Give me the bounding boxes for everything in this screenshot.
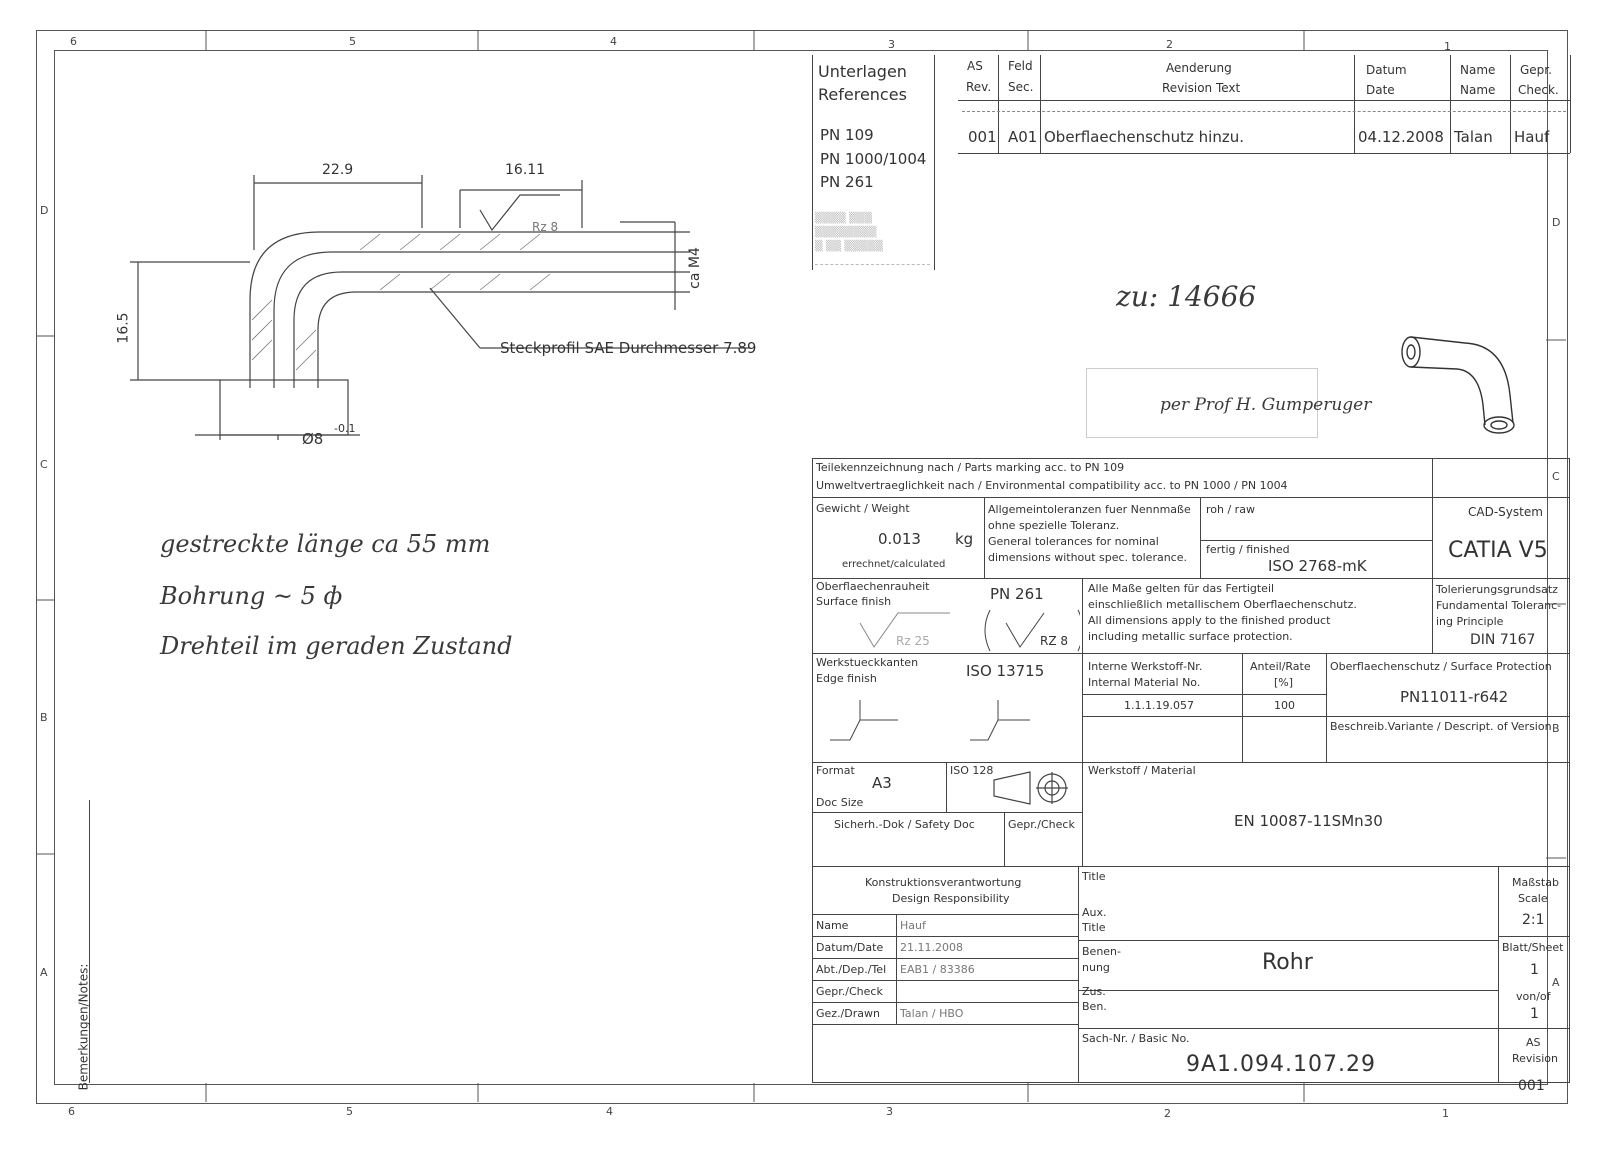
- dimension-22-9: 22.9: [322, 162, 354, 178]
- sheet-label: Blatt/Sheet: [1502, 941, 1564, 954]
- scale-label: Maßstab: [1512, 876, 1559, 889]
- basic-no-value: 9A1.094.107.29: [1186, 1052, 1376, 1077]
- dimension-dia-8: Ø8: [302, 430, 324, 448]
- tolprin-label: Fundamental Toleranc-: [1436, 599, 1562, 612]
- tb-rule: [1498, 936, 1570, 937]
- responsibility-en: Design Responsibility: [892, 892, 1010, 905]
- raw-label: roh / raw: [1206, 503, 1255, 516]
- doc-size-label: Doc Size: [816, 796, 864, 809]
- rev-cell-date: 04.12.2008: [1358, 128, 1444, 146]
- steckprofil-label: Steckprofil SAE Durchmesser 7.89: [500, 339, 757, 357]
- descript-version-label: Beschreib.Variante / Descript. of Version: [1330, 720, 1552, 733]
- iso128-label: ISO 128: [950, 764, 994, 777]
- rev-header: AS: [967, 59, 983, 73]
- additional-designation-label: Ben.: [1082, 1000, 1107, 1013]
- date-value: 21.11.2008: [900, 941, 963, 954]
- responsibility-de: Konstruktionsverantwortung: [865, 876, 1022, 889]
- date-label: Datum/Date: [816, 941, 884, 954]
- tolprin-label: Tolerierungsgrundsatz: [1436, 583, 1558, 596]
- projection-symbol: [990, 770, 1080, 810]
- surface-rz25: Rz 25: [896, 634, 930, 648]
- tb-rule: [812, 812, 1082, 813]
- scale-label: Scale: [1518, 892, 1548, 905]
- rev-col: [998, 55, 999, 153]
- zone-label: 4: [606, 1105, 613, 1118]
- rev-header: Rev.: [966, 80, 992, 94]
- surface-protection-label: Oberflaechenschutz / Surface Protection: [1330, 660, 1552, 673]
- tb-rule: [1078, 940, 1498, 941]
- zone-label: 5: [346, 1105, 353, 1118]
- surface-rz8-label: Rz 8: [532, 220, 559, 234]
- rev-header: Sec.: [1008, 80, 1034, 94]
- tolerance-text: dimensions without spec. tolerance.: [988, 551, 1187, 564]
- handwritten-stamp-signature: per Prof H. Gumperuger: [1160, 395, 1372, 415]
- revision-label: Revision: [1512, 1052, 1558, 1065]
- material-no-label: Internal Material No.: [1088, 676, 1201, 689]
- surface-rz8: RZ 8: [1040, 634, 1069, 648]
- weight-calc: errechnet/calculated: [842, 559, 946, 570]
- zone-label: C: [40, 458, 48, 471]
- format-value: A3: [872, 774, 892, 792]
- format-label: Format: [816, 764, 855, 777]
- scale-value: 2:1: [1522, 912, 1545, 928]
- rev-cell-feld: A01: [1008, 128, 1038, 146]
- tb-col: [946, 762, 947, 812]
- tb-rule: [812, 958, 1078, 959]
- edge-iso: ISO 13715: [966, 662, 1045, 680]
- reference-item: PN 109: [820, 126, 874, 144]
- dimension-16-5: 16.5: [115, 312, 132, 344]
- zone-label: A: [1552, 976, 1560, 989]
- drawn-value: Talan / HBO: [900, 1007, 964, 1020]
- tolerance-text: Allgemeintoleranzen fuer Nennmaße: [988, 503, 1191, 516]
- aux-title-label: Aux.: [1082, 906, 1107, 919]
- tb-col: [1326, 653, 1327, 762]
- drawn-label: Gez./Drawn: [816, 1007, 880, 1020]
- cad-value: CATIA V5: [1448, 538, 1548, 563]
- surface-pn: PN 261: [990, 585, 1044, 603]
- tb-col: [1432, 497, 1433, 653]
- tb-rule: [1326, 716, 1570, 717]
- zone-label: B: [1552, 722, 1560, 735]
- tb-rule: [1498, 1028, 1570, 1029]
- all-dim-text: einschließlich metallischem Oberflaechenschutz.: [1088, 598, 1357, 611]
- rate-unit: [%]: [1274, 676, 1294, 689]
- of-value: 1: [1530, 1006, 1539, 1022]
- all-dim-text: All dimensions apply to the finished product: [1088, 614, 1331, 627]
- tb-col: [1242, 653, 1243, 762]
- rev-dash-line: [962, 111, 1566, 112]
- tb-rule: [812, 936, 1078, 937]
- rev-header: Name: [1460, 83, 1496, 97]
- basic-no-label: Sach-Nr. / Basic No.: [1082, 1032, 1190, 1045]
- reference-item: PN 1000/1004: [820, 150, 927, 168]
- material-value: EN 10087-11SMn30: [1234, 812, 1383, 830]
- rev-cell-text: Oberflaechenschutz hinzu.: [1044, 128, 1245, 146]
- rev-line: [958, 100, 1570, 101]
- material-no-value: 1.1.1.19.057: [1124, 699, 1194, 712]
- tb-col: [984, 497, 985, 578]
- zone-label: 6: [70, 35, 77, 48]
- references-title-en: References: [818, 85, 907, 104]
- zone-label: 4: [610, 35, 617, 48]
- tb-rule: [1078, 1028, 1570, 1029]
- zone-label: 3: [886, 1105, 893, 1118]
- zone-label: A: [40, 966, 48, 979]
- rev-col: [1040, 55, 1041, 153]
- rev-col: [1450, 55, 1451, 153]
- tb-rule: [1082, 694, 1326, 695]
- name-label: Name: [816, 919, 849, 932]
- zone-label: 1: [1444, 40, 1451, 53]
- tolprin-label: ing Principle: [1436, 615, 1504, 628]
- handwritten-note: Drehteil im geraden Zustand: [160, 632, 513, 660]
- zone-label: 2: [1164, 1107, 1171, 1120]
- rev-cell-check: Hauf: [1514, 128, 1550, 146]
- check-by-label: Gepr./Check: [816, 985, 883, 998]
- material-no-label: Interne Werkstoff-Nr.: [1088, 660, 1203, 673]
- notes-label: Bemerkungen/Notes:: [76, 963, 91, 1091]
- ref-divider: [812, 55, 813, 270]
- reference-item: PN 261: [820, 173, 874, 191]
- edge-label-en: Edge finish: [816, 672, 877, 685]
- zone-label: 6: [68, 1105, 75, 1118]
- revision-value: 001: [1518, 1078, 1545, 1094]
- tolerance-text: ohne spezielle Toleranz.: [988, 519, 1120, 532]
- rate-label: Anteil/Rate: [1250, 660, 1311, 673]
- pipe-3d-view: [1395, 325, 1535, 445]
- faded-stamp: ▒▒▒▒ ▒▒▒ ▒▒▒▒▒▒▒▒ ▒ ▒▒ ▒▒▒▒▒: [815, 212, 930, 265]
- zone-label: C: [1552, 470, 1560, 483]
- surface-protection-value: PN11011-r642: [1400, 688, 1509, 706]
- rev-header: Feld: [1008, 59, 1033, 73]
- zone-label: 5: [349, 35, 356, 48]
- edge-finish-symbols: [820, 690, 1070, 760]
- tolerance-text: General tolerances for nominal: [988, 535, 1159, 548]
- tb-rule: [1078, 990, 1498, 991]
- pipe-section-drawing: [100, 150, 800, 470]
- finished-label: fertig / finished: [1206, 543, 1290, 556]
- zone-label: 2: [1166, 38, 1173, 51]
- designation-value: Rohr: [1262, 950, 1313, 975]
- references-title-de: Unterlagen: [818, 62, 907, 81]
- cad-label: CAD-System: [1468, 505, 1543, 519]
- rev-cell-name: Talan: [1454, 128, 1493, 146]
- zone-label: D: [1552, 216, 1561, 229]
- zone-label: D: [40, 204, 49, 217]
- tb-rule: [812, 866, 1570, 867]
- rev-line: [958, 153, 1570, 154]
- all-dim-text: Alle Maße gelten für das Fertigteil: [1088, 582, 1275, 595]
- tolprin-value: DIN 7167: [1470, 632, 1536, 648]
- surface-label-en: Surface finish: [816, 595, 892, 608]
- rev-header: Datum: [1366, 63, 1407, 77]
- additional-designation-label: Zus.: [1082, 985, 1106, 998]
- tb-rule: [812, 578, 1570, 579]
- all-dim-text: including metallic surface protection.: [1088, 630, 1293, 643]
- tb-col: [1004, 812, 1005, 866]
- designation-label: nung: [1082, 961, 1110, 974]
- finished-value: ISO 2768-mK: [1268, 557, 1367, 575]
- tb-rule: [812, 497, 1570, 498]
- zone-label: 1: [1442, 1107, 1449, 1120]
- weight-unit: kg: [955, 530, 974, 548]
- rate-value: 100: [1274, 699, 1295, 712]
- tb-rule: [1082, 716, 1326, 717]
- tb-col: [1200, 497, 1201, 578]
- tb-rule: [812, 1024, 1078, 1025]
- title-label: Title: [1082, 870, 1106, 883]
- tb-rule: [812, 762, 1570, 763]
- zone-label: 3: [888, 38, 895, 51]
- name-value: Hauf: [900, 919, 926, 932]
- edge-label-de: Werkstueckkanten: [816, 656, 919, 669]
- rev-header: Date: [1366, 83, 1395, 97]
- weight-label: Gewicht / Weight: [816, 502, 910, 515]
- weight-value: 0.013: [878, 530, 921, 548]
- rev-header: Revision Text: [1162, 81, 1241, 95]
- rev-col: [1354, 55, 1355, 153]
- sheet-value: 1: [1530, 962, 1539, 978]
- rev-header: Check.: [1518, 83, 1559, 97]
- handwritten-note: Bohrung ~ 5 ф: [160, 582, 343, 610]
- tb-rule: [1200, 540, 1432, 541]
- as-label: AS: [1526, 1036, 1541, 1049]
- aux-title-label: Title: [1082, 921, 1106, 934]
- dimension-16-11: 16.11: [505, 162, 546, 178]
- dimension-ca-m4: ca M4: [686, 247, 703, 289]
- dep-value: EAB1 / 83386: [900, 963, 975, 976]
- dep-label: Abt./Dep./Tel: [816, 963, 887, 976]
- tb-rule: [812, 914, 1078, 915]
- tb-col: [1498, 866, 1499, 1083]
- dimension-dia-tolerance: -0.1: [334, 422, 356, 435]
- handwritten-reference: zu: 14666: [1116, 280, 1257, 313]
- rev-header: Gepr.: [1520, 63, 1552, 77]
- material-label: Werkstoff / Material: [1088, 764, 1196, 777]
- tb-col: [1078, 866, 1079, 1083]
- rev-header: Name: [1460, 63, 1496, 77]
- of-label: von/of: [1516, 990, 1551, 1003]
- rev-header: Aenderung: [1166, 61, 1232, 75]
- zone-label: B: [40, 711, 48, 724]
- env-compat-text: Umweltvertraeglichkeit nach / Environmental compatibility acc. to PN 1000 / PN 1004: [816, 479, 1288, 492]
- tb-col: [1082, 653, 1083, 866]
- parts-marking-text: Teilekennzeichnung nach / Parts marking acc. to PN 109: [816, 461, 1125, 474]
- tb-rule: [812, 980, 1078, 981]
- tb-col: [1082, 578, 1083, 653]
- rev-col: [1510, 55, 1511, 153]
- check-label: Gepr./Check: [1008, 818, 1075, 831]
- tb-col: [1432, 458, 1433, 497]
- handwritten-note: gestreckte länge ca 55 mm: [160, 530, 491, 558]
- tb-rule: [812, 1002, 1078, 1003]
- designation-label: Benen-: [1082, 945, 1121, 958]
- safety-doc-label: Sicherh.-Dok / Safety Doc: [834, 818, 975, 831]
- rev-cell-as: 001: [968, 128, 997, 146]
- ref-divider: [934, 55, 935, 270]
- surface-label-de: Oberflaechenrauheit: [816, 580, 930, 593]
- rev-col: [1570, 55, 1571, 153]
- tb-col: [896, 914, 897, 1024]
